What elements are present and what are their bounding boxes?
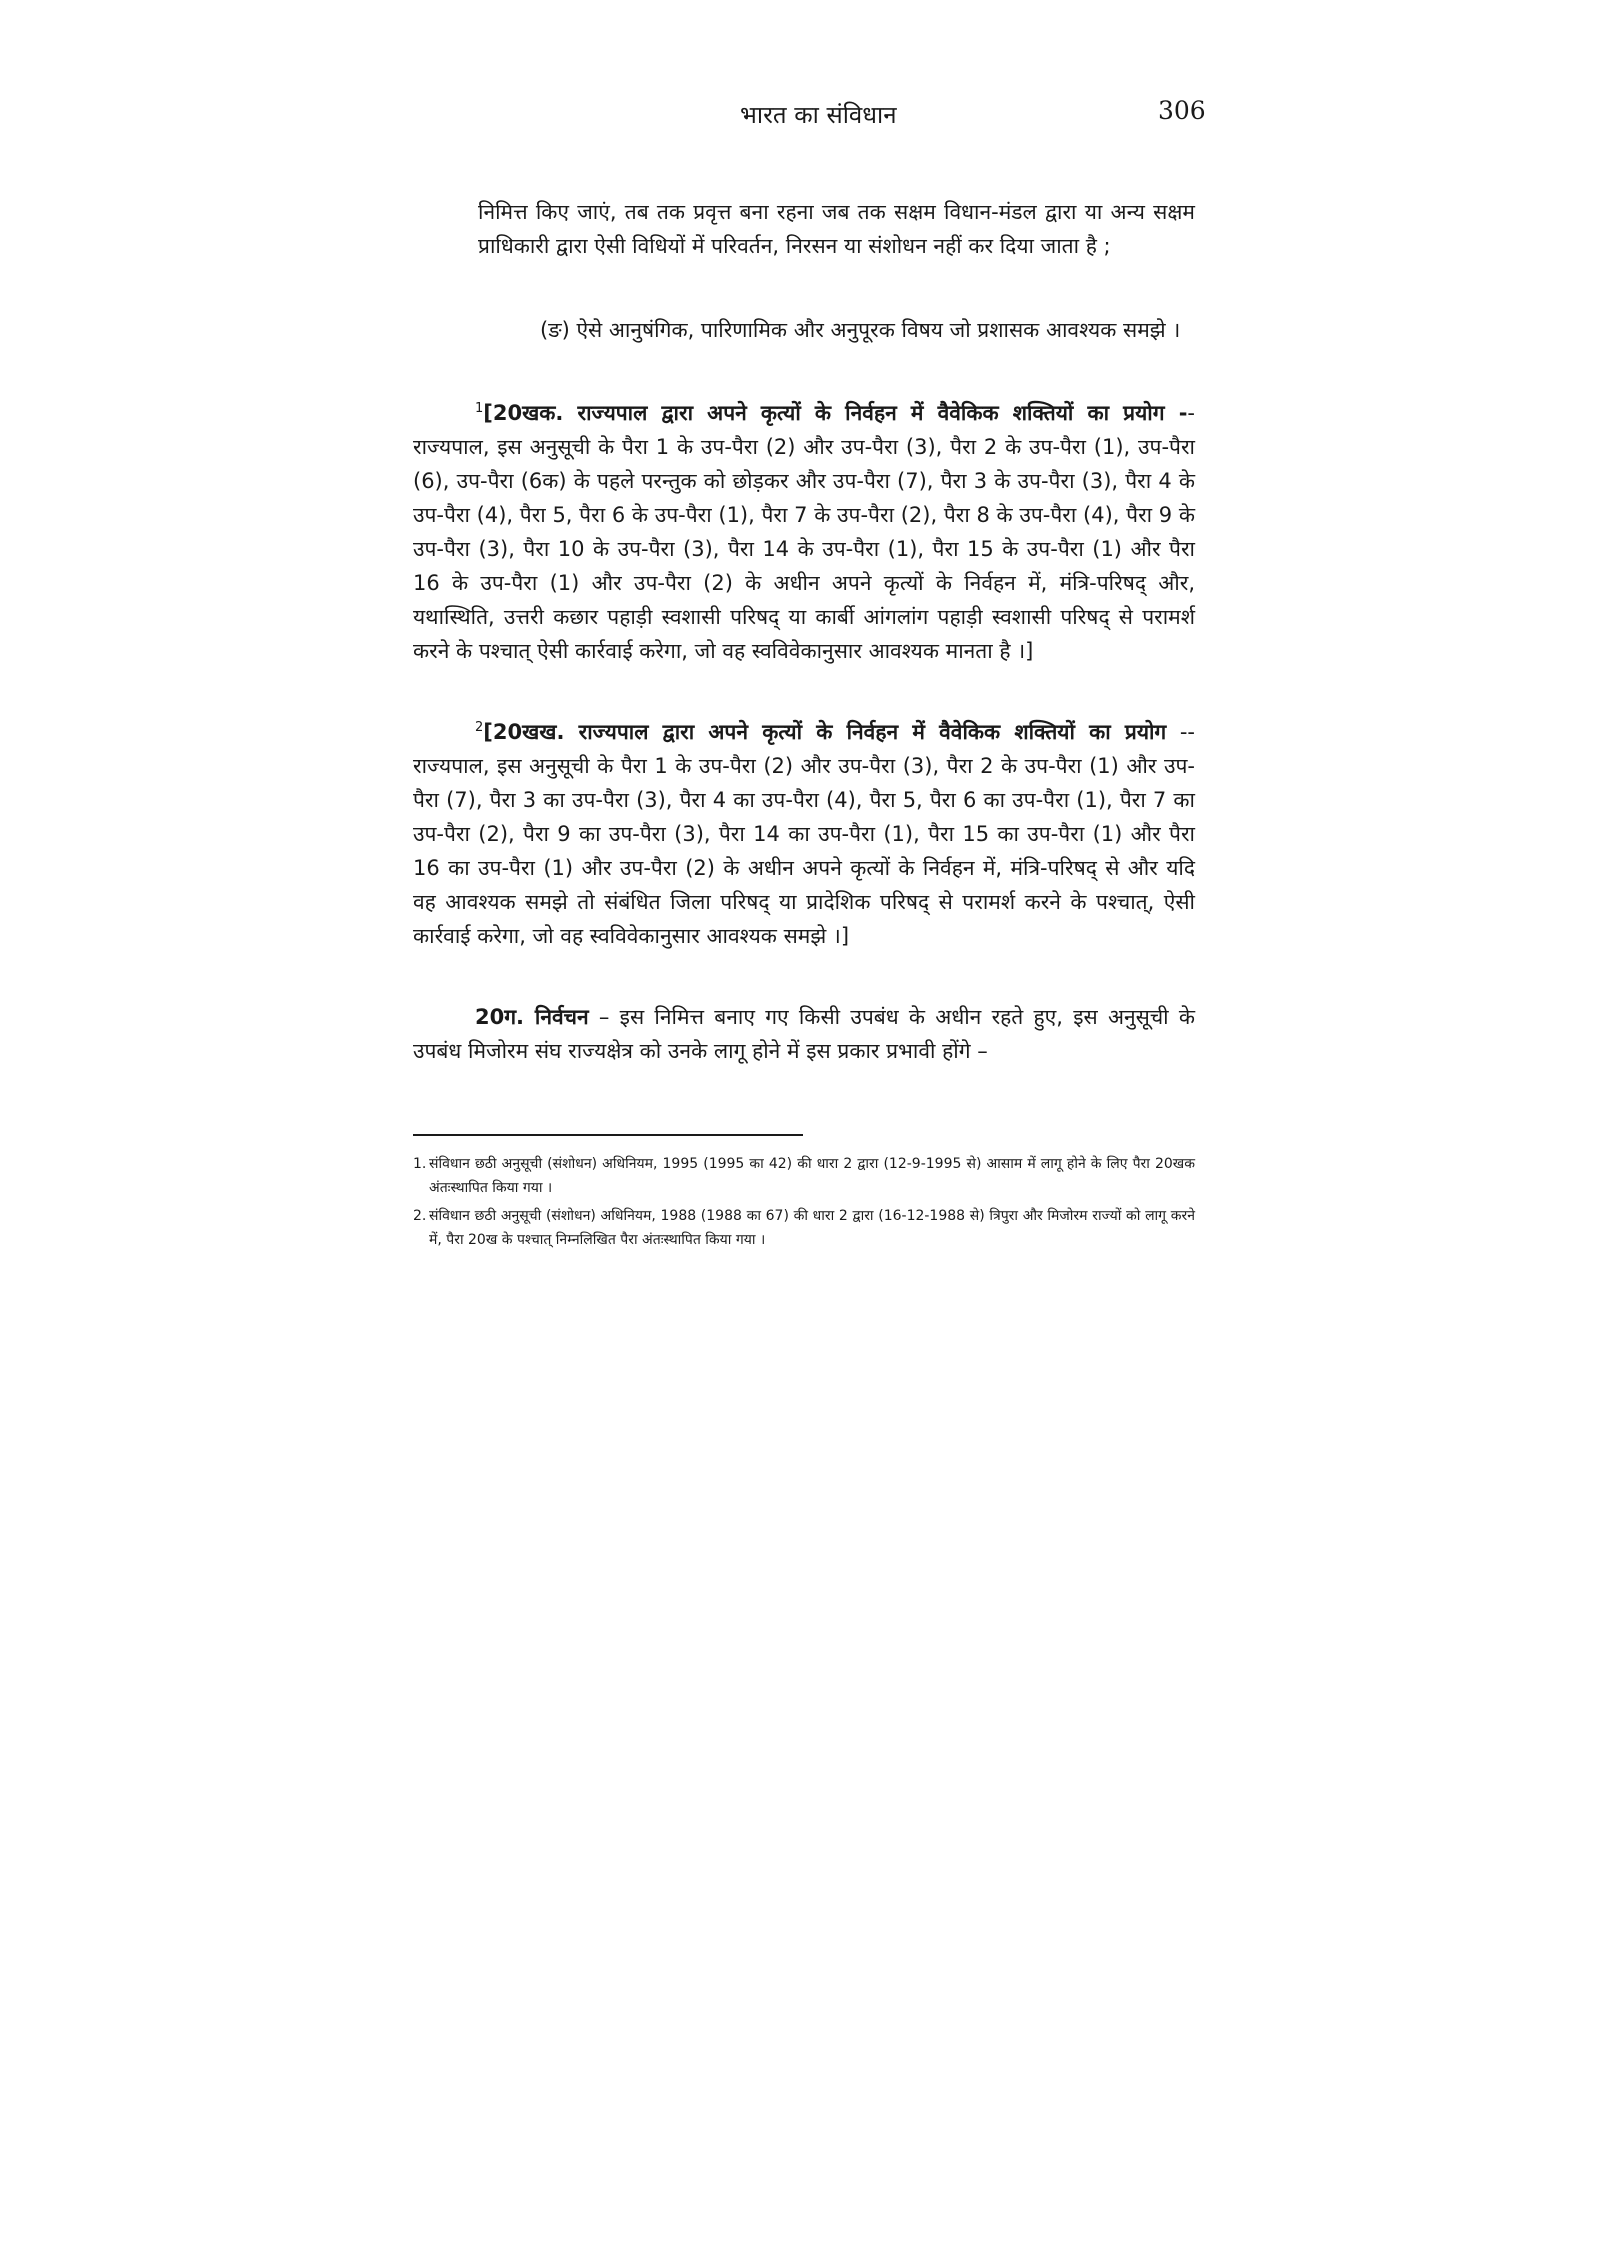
paragraph-20g-heading: 20ग. निर्वचन (475, 1005, 589, 1029)
footnote-text: संविधान छठी अनुसूची (संशोधन) अधिनियम, 1988 (1988 का 67) की धारा 2 द्वारा (16-12-1988 से) त्रिपुरा और मिजोरम राज्यों को लागू करने में, पैरा 20ख के पश्चात् निम्नलिखित पैरा अंतःस्थापित किया गया । (429, 1208, 1195, 1248)
page-number: 306 (1158, 96, 1206, 125)
footnote-divider (413, 1134, 803, 1136)
paragraph-20khkh (413, 715, 1195, 953)
paragraph-20kk (413, 396, 1195, 668)
paragraph-20kk-body: - राज्यपाल, इस अनुसूची के पैरा 1 के उप-पैरा (2) और उप-पैरा (3), पैरा 2 के उप-पैरा (1), उप-पैरा (6), उप-पैरा (6क) के पहले परन्तुक को छोड़कर और उप-पैरा (7), पैरा 3 के उप-पैरा (3), पैरा 4 के उप-पैरा (4), पैरा 5, पैरा 6 के उप-पैरा (1), पैरा 7 के उप-पैरा (2), पैरा 8 के उप-पैरा (4), पैरा 9 के उप-पैरा (3), पैरा 10 के उप-पैरा (3), पैरा 14 के उप-पैरा (1), पैरा 15 के उप-पैरा (1) और पैरा 16 के उप-पैरा (1) और उप-पैरा (2) के अधीन अपने कृत्यों के निर्वहन में, मंत्रि-परिषद् और, यथास्थिति, उत्तरी कछार पहाड़ी स्वशासी परिषद् या कार्बी आंगलांग पहाड़ी स्वशासी परिषद् से परामर्श करने के पश्चात् ऐसी कार्रवाई करेगा, जो वह स्वविवेकानुसार आवश्यक मानता है ।] (413, 401, 1195, 663)
footnote-number: 1. (413, 1156, 427, 1172)
paragraph-20g-body: – इस निमित्त बनाए गए किसी उपबंध के अधीन रहते हुए, इस अनुसूची के उपबंध मिजोरम संघ राज्यक्षेत्र को उनके लागू होने में इस प्रकार प्रभावी होंगे – (413, 1005, 1195, 1063)
paragraph-20kk-heading: [20खक. राज्यपाल द्वारा अपने कृत्यों के निर्वहन में वैवेकिक शक्तियों का प्रयोग - (483, 401, 1188, 425)
footnote-text: संविधान छठी अनुसूची (संशोधन) अधिनियम, 1995 (1995 का 42) की धारा 2 द्वारा (12-9-1995 से) आसाम में लागू होने के लिए पैरा 20खक अंतःस्थापित किया गया । (429, 1156, 1195, 1196)
footnote-ref-1: 1 (475, 401, 484, 416)
paragraph-20khkh-heading: [20खख. राज्यपाल द्वारा अपने कृत्यों के निर्वहन में वैवेकिक शक्तियों का प्रयोग (483, 720, 1167, 744)
footnote-number: 2. (413, 1208, 427, 1224)
footnote-ref-2: 2 (475, 720, 484, 735)
paragraph-20khkh-body: -- राज्यपाल, इस अनुसूची के पैरा 1 के उप-पैरा (2) और उप-पैरा (3), पैरा 2 के उप-पैरा (1) और उप-पैरा (7), पैरा 3 का उप-पैरा (3), पैरा 4 का उप-पैरा (4), पैरा 5, पैरा 6 का उप-पैरा (1), पैरा 7 का उप-पैरा (2), पैरा 9 का उप-पैरा (3), पैरा 14 का उप-पैरा (1), पैरा 15 का उप-पैरा (1) और पैरा 16 का उप-पैरा (1) और उप-पैरा (2) के अधीन अपने कृत्यों के निर्वहन में, मंत्रि-परिषद् से और यदि वह आवश्यक समझे तो संबंधित जिला परिषद् या प्रादेशिक परिषद् से परामर्श करने के पश्चात्, ऐसी कार्रवाई करेगा, जो वह स्वविवेकानुसार आवश्यक समझे ।] (413, 720, 1196, 948)
paragraph-20g (413, 1000, 1195, 1068)
continued-paragraph: निमित्त किए जाएं, तब तक प्रवृत्त बना रहना जब तक सक्षम विधान-मंडल द्वारा या अन्य सक्षम प्राधिकारी द्वारा ऐसी विधियों में परिवर्तन, निरसन या संशोधन नहीं कर दिया जाता है ; (478, 200, 1195, 258)
page-title: भारत का संविधान (740, 101, 897, 129)
footnote-2 (413, 1204, 1195, 1252)
clause-e: (ङ) ऐसे आनुषंगिक, पारिणामिक और अनुपूरक विषय जो प्रशासक आवश्यक समझे । (540, 318, 1181, 342)
footnotes (413, 1152, 1195, 1256)
footnote-1 (413, 1152, 1195, 1200)
